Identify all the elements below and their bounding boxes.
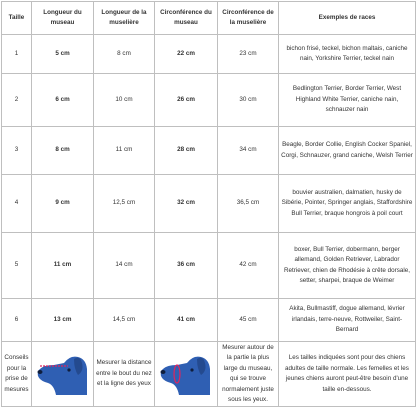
cell-longueur-museau: 5 cm — [32, 35, 94, 74]
cell-longueur-museliere: 12,5 cm — [94, 175, 155, 233]
header-row — [2, 2, 416, 35]
cell-taille: 4 — [2, 175, 32, 233]
cell-longueur-museau: 6 cm — [32, 74, 94, 127]
length-illustration — [32, 342, 94, 407]
header-circonference-museliere: Circonférence de la muselière — [218, 2, 279, 35]
cell-longueur-museliere: 8 cm — [94, 35, 155, 74]
cell-races: boxer, Bull Terrier, dobermann, berger allemand, Golden Retriever, Labrador Retriever, chien de Rhodésie à crête dorsale, setter, sharpei, braque de Weimer — [279, 233, 416, 299]
circumference-illustration — [155, 342, 218, 407]
cell-circonference-museau: 41 cm — [155, 299, 218, 342]
table-row — [2, 127, 416, 175]
cell-races: Bedlington Terrier, Border Terrier, West Highland White Terrier, caniche nain, schnauzer nain — [279, 74, 416, 127]
header-longueur-museliere: Longueur de la muselière — [94, 2, 155, 35]
cell-taille: 6 — [2, 299, 32, 342]
cell-circonference-museliere: 42 cm — [218, 233, 279, 299]
cell-taille: 5 — [2, 233, 32, 299]
cell-taille: 1 — [2, 35, 32, 74]
size-table — [1, 1, 416, 407]
header-longueur-museau: Longueur du museau — [32, 2, 94, 35]
circumference-tip: Mesurer autour de la partie la plus large du museau, qui se trouve normalement juste sous les yeux. — [218, 342, 279, 407]
cell-races: Akita, Bullmastiff, dogue allemand, lévrier irlandais, terre-neuve, Rottweiler, Saint-Bernard — [279, 299, 416, 342]
cell-longueur-museliere: 14,5 cm — [94, 299, 155, 342]
cell-longueur-museau: 8 cm — [32, 127, 94, 175]
cell-longueur-museliere: 14 cm — [94, 233, 155, 299]
cell-longueur-museliere: 10 cm — [94, 74, 155, 127]
cell-longueur-museau: 11 cm — [32, 233, 94, 299]
cell-longueur-museau: 13 cm — [32, 299, 94, 342]
conseils-label: Conseils pour la prise de mesures — [2, 342, 32, 407]
cell-longueur-museliere: 11 cm — [94, 127, 155, 175]
sizing-note: Les tailles indiquées sont pour des chiens adultes de taille normale. Les femelles et les jeunes chiens auront peut-être besoin d'une taille en-dessous. — [279, 342, 416, 407]
cell-circonference-museau: 28 cm — [155, 127, 218, 175]
cell-circonference-museau: 32 cm — [155, 175, 218, 233]
cell-races: Beagle, Border Collie, English Cocker Spaniel, Corgi, Schnauzer, grand caniche, Welsh Terrier — [279, 127, 416, 175]
cell-circonference-museliere: 36,5 cm — [218, 175, 279, 233]
cell-taille: 2 — [2, 74, 32, 127]
cell-circonference-museau: 22 cm — [155, 35, 218, 74]
table-row — [2, 233, 416, 299]
cell-circonference-museliere: 30 cm — [218, 74, 279, 127]
table-row — [2, 35, 416, 74]
dog-head-length-icon — [34, 349, 92, 399]
header-exemples-races: Exemples de races — [279, 2, 416, 35]
dog-head-circumference-icon — [157, 349, 215, 399]
conseils-row — [2, 342, 416, 407]
length-tip: Mesurer la distance entre le bout du nez et la ligne des yeux — [94, 342, 155, 407]
cell-circonference-museliere: 34 cm — [218, 127, 279, 175]
cell-races: bouvier australien, dalmatien, husky de Sibérie, Pointer, Springer anglais, Staffordshire Bull Terrier, braque hongrois à poil court — [279, 175, 416, 233]
cell-longueur-museau: 9 cm — [32, 175, 94, 233]
header-taille: Taille — [2, 2, 32, 35]
cell-races: bichon frisé, teckel, bichon maltais, caniche nain, Yorkshire Terrier, teckel nain — [279, 35, 416, 74]
header-circonference-museau: Circonférence du museau — [155, 2, 218, 35]
cell-circonference-museliere: 45 cm — [218, 299, 279, 342]
table-row — [2, 74, 416, 127]
table-row — [2, 299, 416, 342]
table-row — [2, 175, 416, 233]
cell-taille: 3 — [2, 127, 32, 175]
cell-circonference-museau: 36 cm — [155, 233, 218, 299]
cell-circonference-museliere: 23 cm — [218, 35, 279, 74]
cell-circonference-museau: 26 cm — [155, 74, 218, 127]
